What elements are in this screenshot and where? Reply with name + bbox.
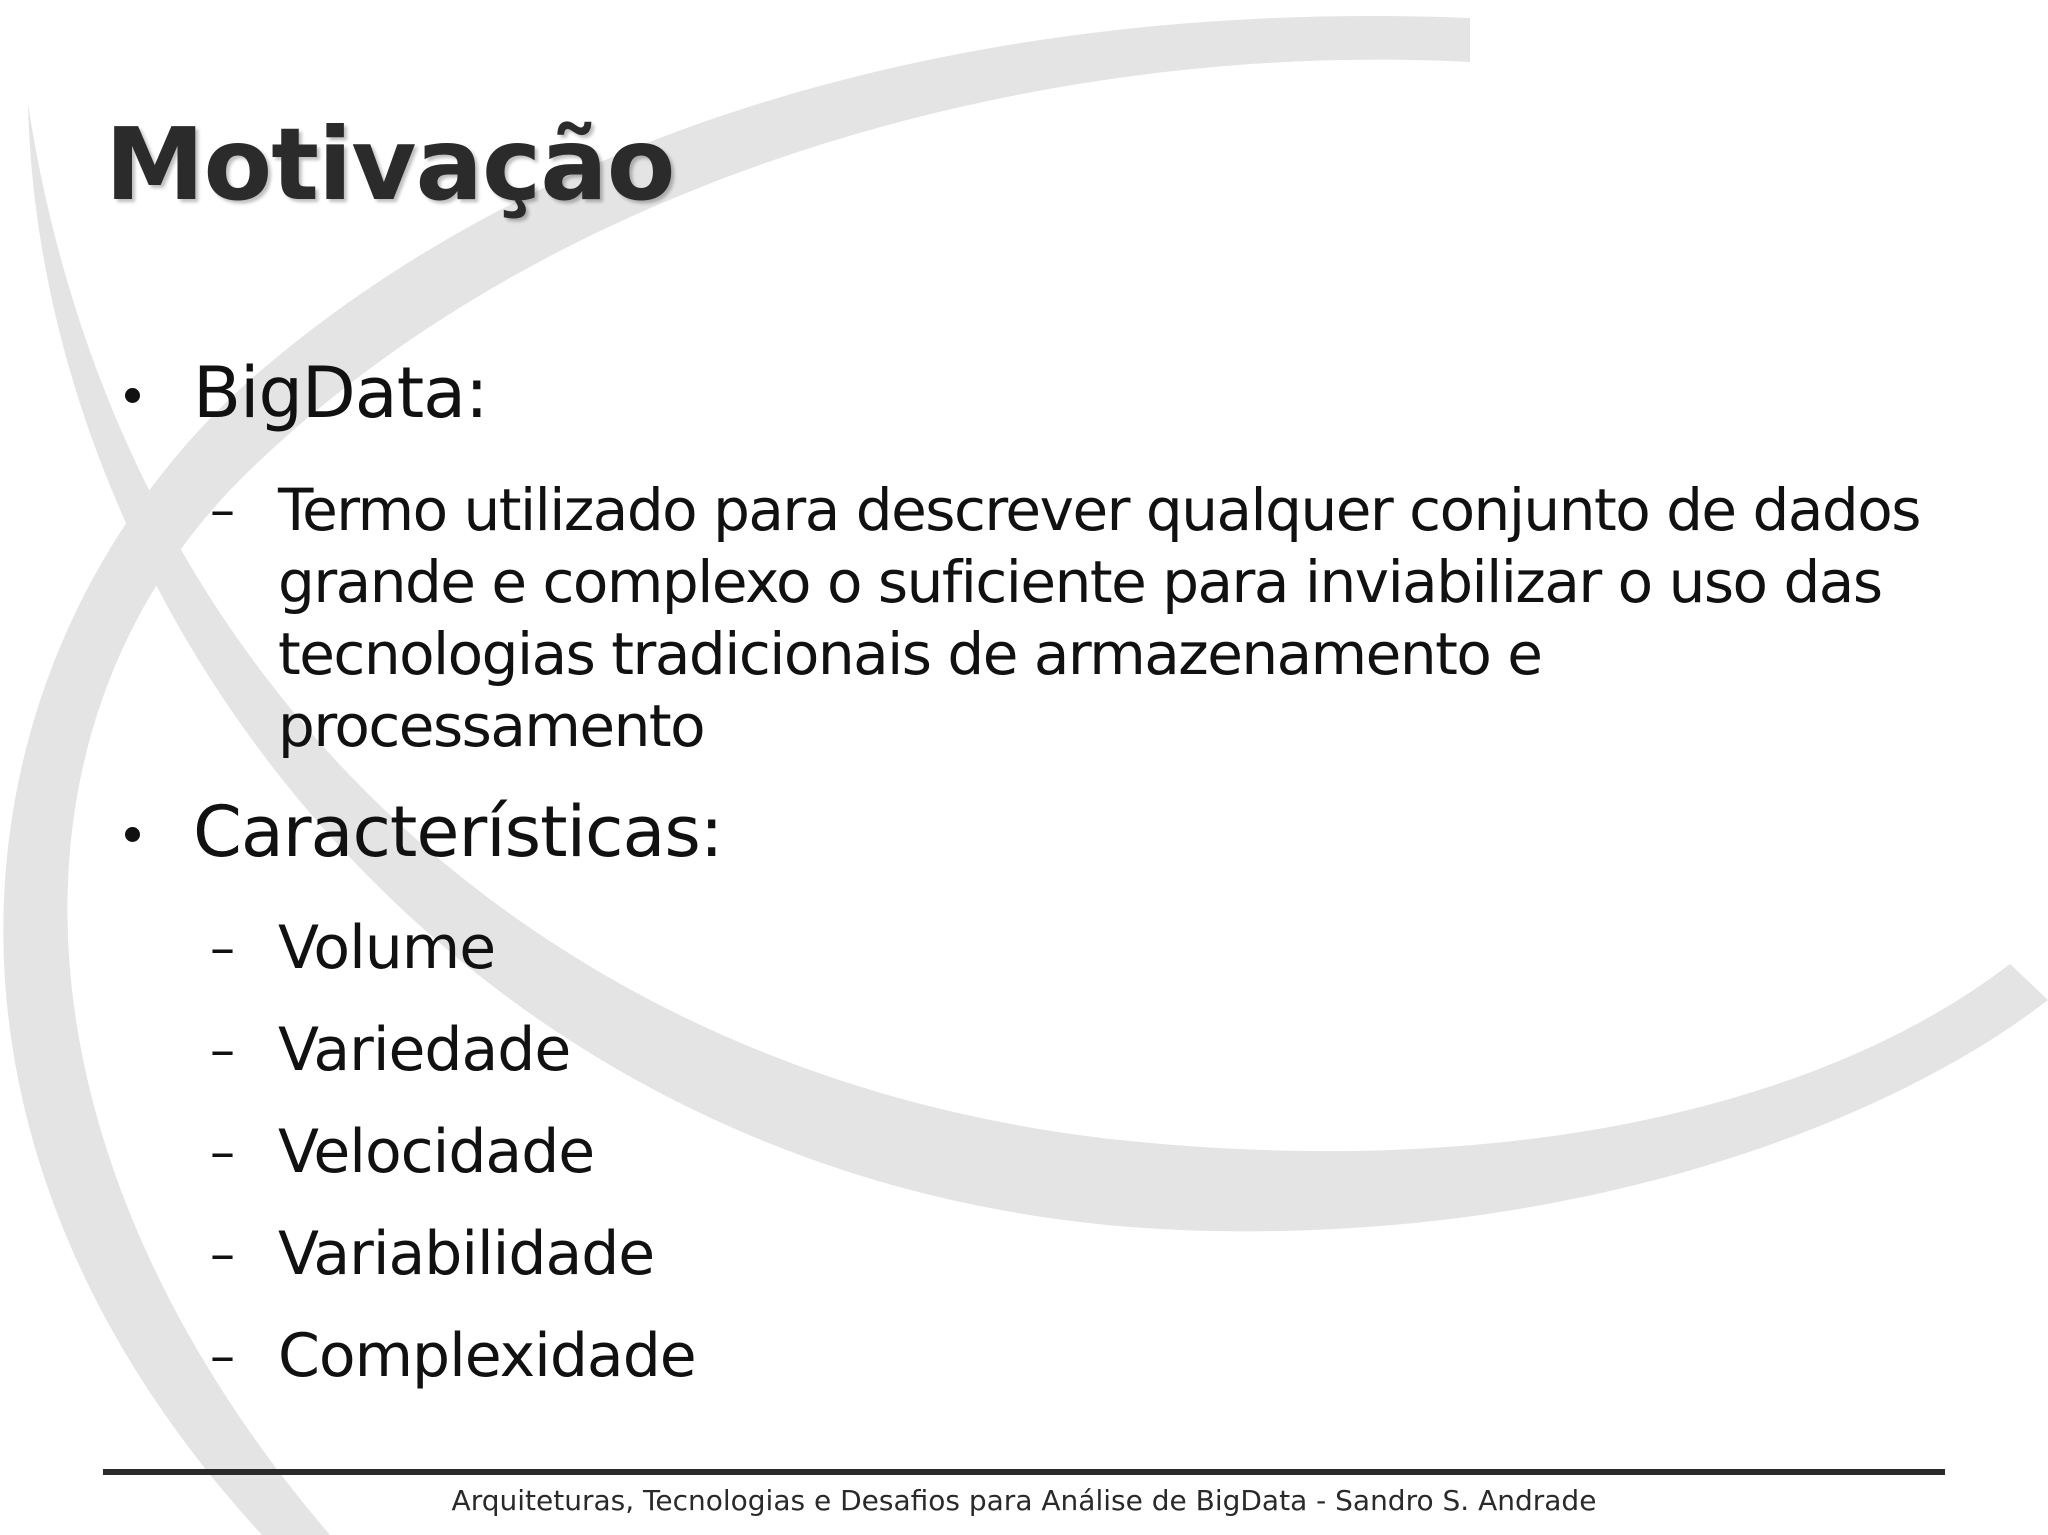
bullet-dot-icon <box>125 827 140 842</box>
sub-item-label: Volume <box>278 913 496 983</box>
dash-marker: – <box>210 919 235 977</box>
sub-item-label: Variabilidade <box>278 1219 655 1289</box>
dash-marker: – <box>210 1327 235 1385</box>
bullet-label: BigData: <box>193 352 488 434</box>
sub-item-label: Variedade <box>278 1015 571 1085</box>
footer-text: Arquiteturas, Tecnologias e Desafios para Análise de BigData - Sandro S. Andrade <box>451 1484 1597 1517</box>
dash-marker: – <box>210 481 235 539</box>
bullet-dot-icon <box>125 388 140 403</box>
bullet-label: Características: <box>193 791 723 873</box>
definition-text: Termo utilizado para descrever qualquer conjunto de dados grande e complexo o suficiente para inviabilizar o uso das tecnologias tradicionais de armazenamento e processamento <box>278 476 1920 760</box>
dash-marker: – <box>210 1123 235 1181</box>
dash-marker: – <box>210 1225 235 1283</box>
slide-footer <box>0 1484 2048 1517</box>
dash-marker: – <box>210 1021 235 1079</box>
sub-item-label: Complexidade <box>278 1321 696 1391</box>
slide-title: Motivação <box>105 106 675 223</box>
footer-divider <box>103 1469 1945 1475</box>
background-arc-large <box>3 16 1470 1535</box>
sub-item-label: Velocidade <box>278 1117 595 1187</box>
